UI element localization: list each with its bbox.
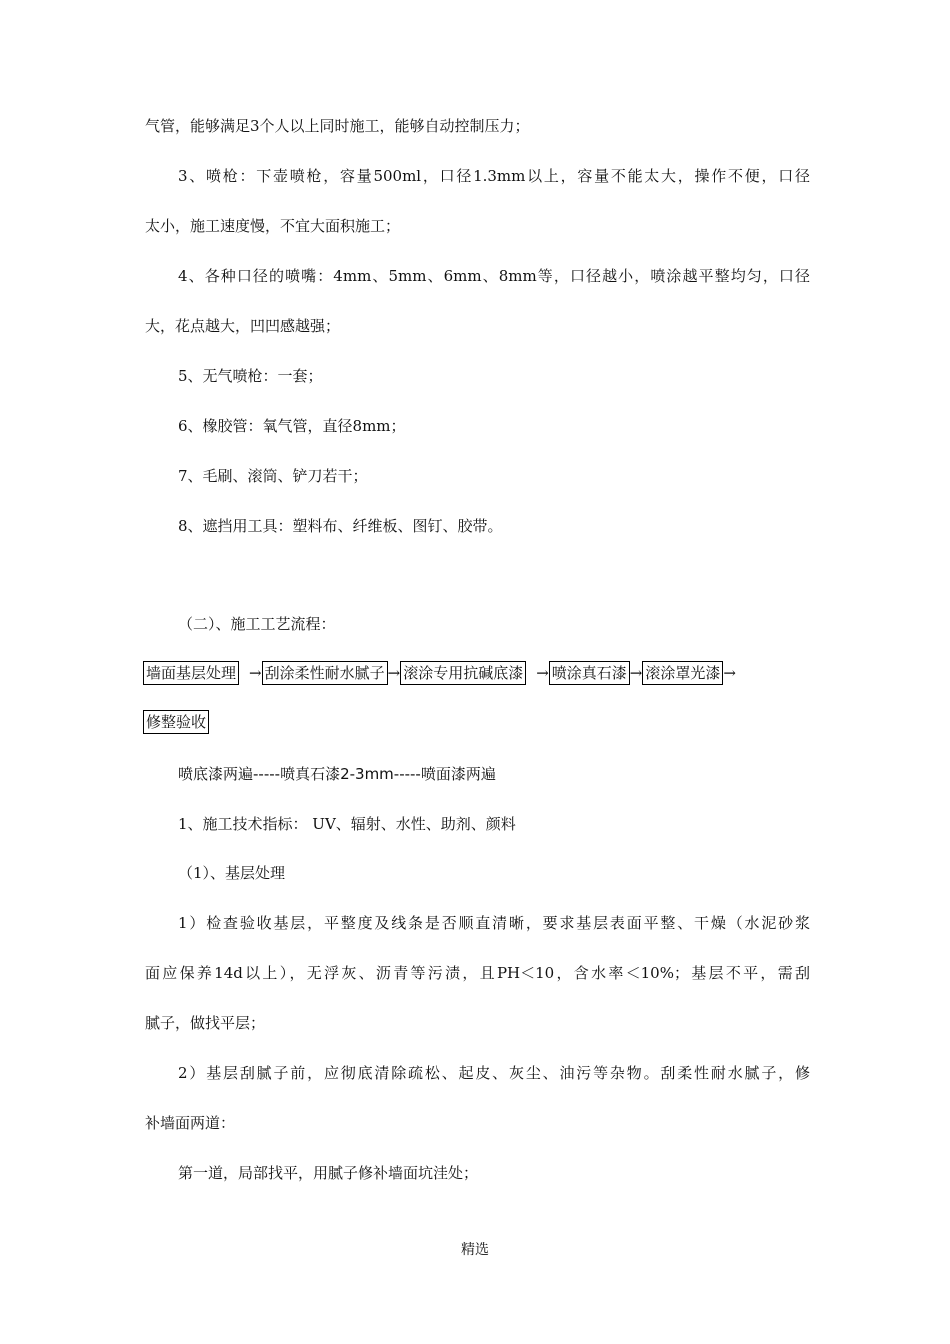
paragraph-line: 腻子，做找平层； (145, 1014, 266, 1032)
paragraph-line: 气管，能够满足3个人以上同时施工，能够自动控制压力； (145, 117, 530, 135)
flow-step: 滚涂罩光漆 (642, 661, 723, 685)
paragraph-line: 补墙面两道： (145, 1114, 236, 1132)
paragraph-line: 2）基层刮腻子前，应彻底清除疏松、起皮、灰尘、油污等杂物。刮柔性耐水腻子，修 (178, 1064, 810, 1082)
page-footer: 精选 (461, 1242, 489, 1258)
flow-arrow: → (536, 664, 549, 682)
paragraph-line: 7、毛刷、滚筒、铲刀若干； (178, 467, 368, 485)
paragraph-line: 6、橡胶管：氧气管，直径8mm； (178, 417, 406, 435)
flow-step: 墙面基层处理 (143, 661, 239, 685)
paragraph-line: 1、施工技术指标： UV、辐射、水性、助剂、颜料 (178, 815, 516, 833)
flow-arrow: → (387, 664, 401, 682)
paragraph-line: （1）、基层处理 (178, 864, 286, 882)
flow-step: 修整验收 (143, 710, 209, 734)
paragraph-line: 8、遮挡用工具：塑料布、纤维板、图钉、胶带。 (178, 517, 503, 535)
process-flow-continued (143, 710, 815, 734)
paragraph-line: 太小，施工速度慢，不宜大面积施工； (145, 217, 401, 235)
paragraph-line: 喷底漆两遍-----喷真石漆2-3mm-----喷面漆两遍 (178, 765, 496, 783)
paragraph-line: 3、喷枪：下壶喷枪，容量500ml，口径1.3mm以上，容量不能太大，操作不便，口径 (178, 167, 810, 185)
flow-arrow: → (723, 664, 736, 682)
flow-step: 滚涂专用抗碱底漆 (400, 661, 526, 685)
section-heading: （二）、施工工艺流程： (178, 615, 336, 633)
paragraph-line: 大，花点越大，凹凹感越强； (145, 317, 341, 335)
process-flow (143, 661, 815, 685)
flow-arrow: → (629, 664, 643, 682)
paragraph-line: 第一道，局部找平，用腻子修补墙面坑洼处； (178, 1164, 479, 1182)
paragraph-line: 5、无气喷枪：一套； (178, 367, 323, 385)
flow-step: 刮涂柔性耐水腻子 (262, 661, 388, 685)
flow-arrow: → (249, 664, 262, 682)
paragraph-line: 1）检查验收基层，平整度及线条是否顺直清晰，要求基层表面平整、干燥（水泥砂浆 (178, 914, 810, 932)
paragraph-line: 4、各种口径的喷嘴：4mm、5mm、6mm、8mm等，口径越小，喷涂越平整均匀，口径 (178, 267, 810, 285)
paragraph-line: 面应保养14d以上），无浮灰、沥青等污渍，且PH＜10，含水率＜10%；基层不平，需刮 (145, 964, 810, 982)
flow-step: 喷涂真石漆 (549, 661, 630, 685)
